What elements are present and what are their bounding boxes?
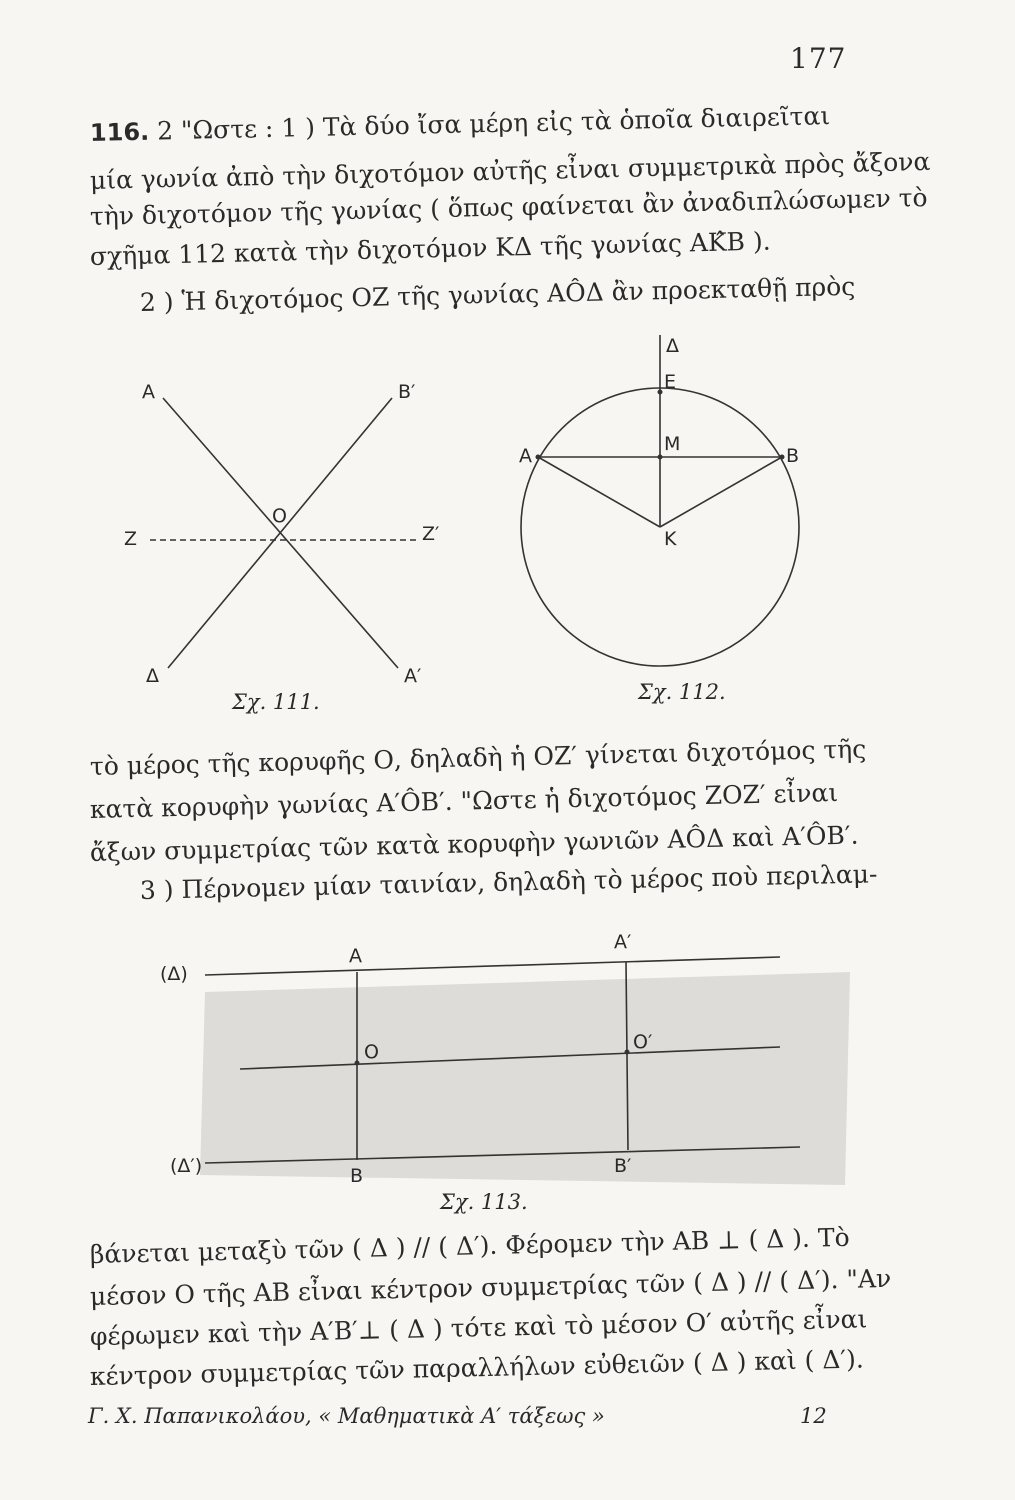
caption-fig112: Σχ. 112. <box>638 680 726 704</box>
label-fig113-aprime: Α′ <box>614 931 632 953</box>
label-fig113-dprime: (Δ′) <box>170 1155 203 1177</box>
paragraph-line: 2 ) Ἡ διχοτόμος ΟΖ τῆς γωνίας ΑÔΔ ἂν προεκταθῇ πρὸς <box>139 271 856 317</box>
caption-fig111: Σχ. 111. <box>232 690 320 714</box>
label-fig112-m: Μ <box>664 433 681 455</box>
paragraph-line: κέντρον συμμετρίας τῶν παραλλήλων εὐθειῶν ( Δ ) καὶ ( Δ′). <box>89 1344 865 1391</box>
label-fig111-bprime: Β′ <box>398 381 416 403</box>
paragraph-line: 3 ) Πέρνομεν μίαν ταινίαν, δηλαδὴ τὸ μέρος ποὺ περιλαμ- <box>139 859 878 905</box>
paragraph-line: βάνεται μεταξὺ τῶν ( Δ ) // ( Δ′). Φέρομεν τὴν ΑΒ ⊥ ( Δ ). Τὸ <box>89 1222 850 1269</box>
footer-text: Γ. Χ. Παπανικολάου, « Μαθηματικὰ Α′ τάξεως » <box>88 1404 605 1428</box>
point-e <box>658 390 663 395</box>
figure-111 <box>150 398 420 668</box>
paragraph-line: τὸ μέρος τῆς κορυφῆς Ο, δηλαδὴ ἡ ΟΖ′ γίνεται διχοτόμος τῆς <box>89 734 867 781</box>
segment-bk <box>660 457 782 527</box>
paragraph-line: κατὰ κορυφὴν γωνίας Α′ÔΒ′. "Ωστε ἡ διχοτόμος ΖΟΖ′ εἶναι <box>89 778 839 824</box>
point-o <box>355 1061 360 1066</box>
figure-112 <box>521 335 799 666</box>
figure-113 <box>200 957 850 1185</box>
label-fig111-zprime: Ζ′ <box>422 523 440 545</box>
point-b <box>780 455 785 460</box>
label-fig113-a: Α <box>349 945 362 967</box>
paragraph-line: μία γωνία ἀπὸ τὴν διχοτόμον αὐτῆς εἶναι συμμετρικὰ πρὸς ἄξονα <box>89 146 931 195</box>
label-fig113-oprime: Ο′ <box>633 1031 653 1053</box>
point-a <box>536 455 541 460</box>
paragraph-line: τὴν διχοτόμον τῆς γωνίας ( ὅπως φαίνεται ἂν ἀναδιπλώσωμεν τὸ <box>89 182 928 231</box>
label-fig113-bprime: Β′ <box>614 1155 632 1177</box>
segment-ak <box>538 457 660 527</box>
point-oprime <box>625 1050 630 1055</box>
caption-fig113: Σχ. 113. <box>440 1190 528 1214</box>
paragraph-line: μέσον Ο τῆς ΑΒ εἶναι κέντρον συμμετρίας τῶν ( Δ ) // ( Δ′). "Αν <box>89 1263 892 1311</box>
label-fig112-b: Β <box>786 445 800 467</box>
paragraph-line: ἄξων συμμετρίας τῶν κατὰ κορυφὴν γωνιῶν ΑÔΔ καὶ Α′ÔΒ′. <box>89 820 859 867</box>
label-fig111-aprime: Α′ <box>404 665 422 687</box>
line-bprime-d <box>168 398 392 668</box>
label-fig112-d: Δ <box>666 335 679 357</box>
label-fig113-o: Ο <box>364 1041 379 1063</box>
label-fig111-o: Ο <box>272 505 287 527</box>
section-number: 116. <box>89 117 150 147</box>
page-number: 177 <box>790 42 847 75</box>
point-m <box>658 455 663 460</box>
footer-signature-number: 12 <box>800 1404 827 1428</box>
label-fig111-z: Ζ <box>124 528 138 550</box>
parallel-line-d <box>205 957 780 975</box>
label-fig111-d: Δ <box>146 665 159 687</box>
paragraph-text: 2 "Ωστε : 1 ) Τὰ δύο ἴσα μέρη εἰς τὰ ὁποῖα διαιρεῖται <box>148 101 831 146</box>
label-fig111-a: Α <box>142 381 155 403</box>
paragraph-line: σχῆμα 112 κατὰ τὴν διχοτόμον ΚΔ τῆς γωνίας ΑΚ̂Β ). <box>89 226 771 271</box>
label-fig112-e: Ε <box>664 371 677 393</box>
strip-shading <box>200 972 850 1185</box>
label-fig112-k: Κ <box>664 528 677 550</box>
label-fig112-a: Α <box>519 445 532 467</box>
label-fig113-b: Β <box>350 1165 364 1187</box>
paragraph-line: φέρωμεν καὶ τὴν Α′Β′⊥ ( Δ ) τότε καὶ τὸ μέσον Ο′ αὐτῆς εἶναι <box>89 1304 868 1351</box>
label-fig113-d: (Δ) <box>160 963 188 985</box>
